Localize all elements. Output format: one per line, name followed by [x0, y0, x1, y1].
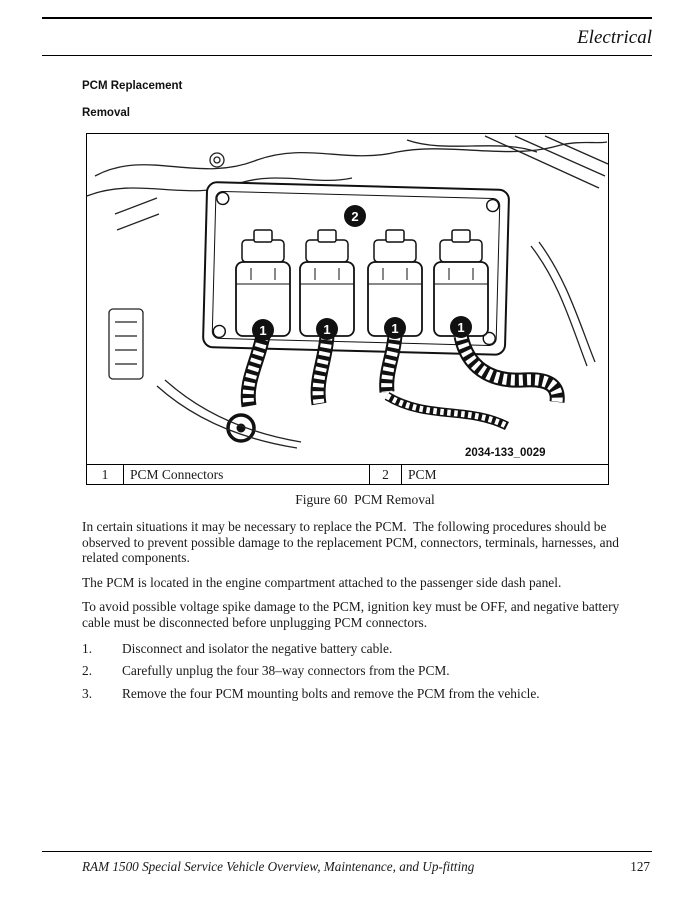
callout-1c-label: 1 [391, 321, 399, 336]
step-2 [82, 663, 648, 679]
image-id-label: 2034-133_0029 [465, 447, 546, 459]
step-1 [82, 641, 648, 657]
procedure-steps [82, 641, 648, 702]
callout-2-label: 2 [351, 209, 359, 224]
step-3-text: Remove the four PCM mounting bolts and remove the PCM from the vehicle. [122, 685, 540, 701]
legend-label-1: PCM Connectors [124, 465, 370, 484]
paragraph-2: The PCM is located in the engine compartment attached to the passenger side dash panel. [82, 574, 562, 590]
callout-1d-label: 1 [457, 320, 465, 335]
paragraph-3: To avoid possible voltage spike damage to the PCM, ignition key must be OFF, and negative battery cable must be disconnected before unplugging PCM connectors. [82, 599, 623, 630]
callout-1a-label: 1 [259, 323, 267, 338]
callout-2-icon [344, 205, 366, 227]
callout-1b-label: 1 [323, 322, 331, 337]
body-text [82, 519, 648, 631]
header-rule-bottom [42, 55, 652, 56]
figure-legend [87, 464, 608, 484]
step-1-number: 1. [82, 640, 93, 656]
legend-num-1: 1 [87, 465, 124, 484]
heading-pcm-replacement: PCM Replacement [82, 80, 183, 92]
page-content [82, 80, 648, 701]
paragraph-1: In certain situations it may be necessary to replace the PCM. The following procedures should be observed to prevent possible damage to the replacement PCM, connectors, terminals, harnesses, and related components. [82, 519, 623, 566]
step-3 [82, 686, 648, 702]
step-1-text: Disconnect and isolator the negative battery cable. [122, 640, 393, 656]
mounting-bracket [109, 309, 143, 379]
footer-document-title: RAM 1500 Special Service Vehicle Overview, Maintenance, and Up-fitting [82, 859, 475, 874]
callout-1b-icon [316, 318, 338, 340]
page-number: 127 [630, 859, 650, 874]
page-footer [42, 851, 652, 875]
header-rule-top [42, 17, 652, 19]
legend-label-2: PCM [408, 467, 437, 482]
figure-caption: Figure 60 PCM Removal [295, 492, 435, 507]
step-2-number: 2. [82, 663, 93, 679]
callout-1a-icon [252, 319, 274, 341]
figure-pcm-removal [86, 133, 609, 485]
step-2-text: Carefully unplug the four 38–way connectors from the PCM. [122, 663, 450, 679]
heading-removal: Removal [82, 107, 130, 119]
callout-1c-icon [384, 317, 406, 339]
callout-1d-icon [450, 316, 472, 338]
section-title: Electrical [577, 27, 652, 48]
pcm-diagram [87, 134, 608, 464]
pcm-diagram-svg [87, 134, 608, 464]
legend-num-2: 2 [370, 465, 402, 484]
step-3-number: 3. [82, 685, 93, 701]
